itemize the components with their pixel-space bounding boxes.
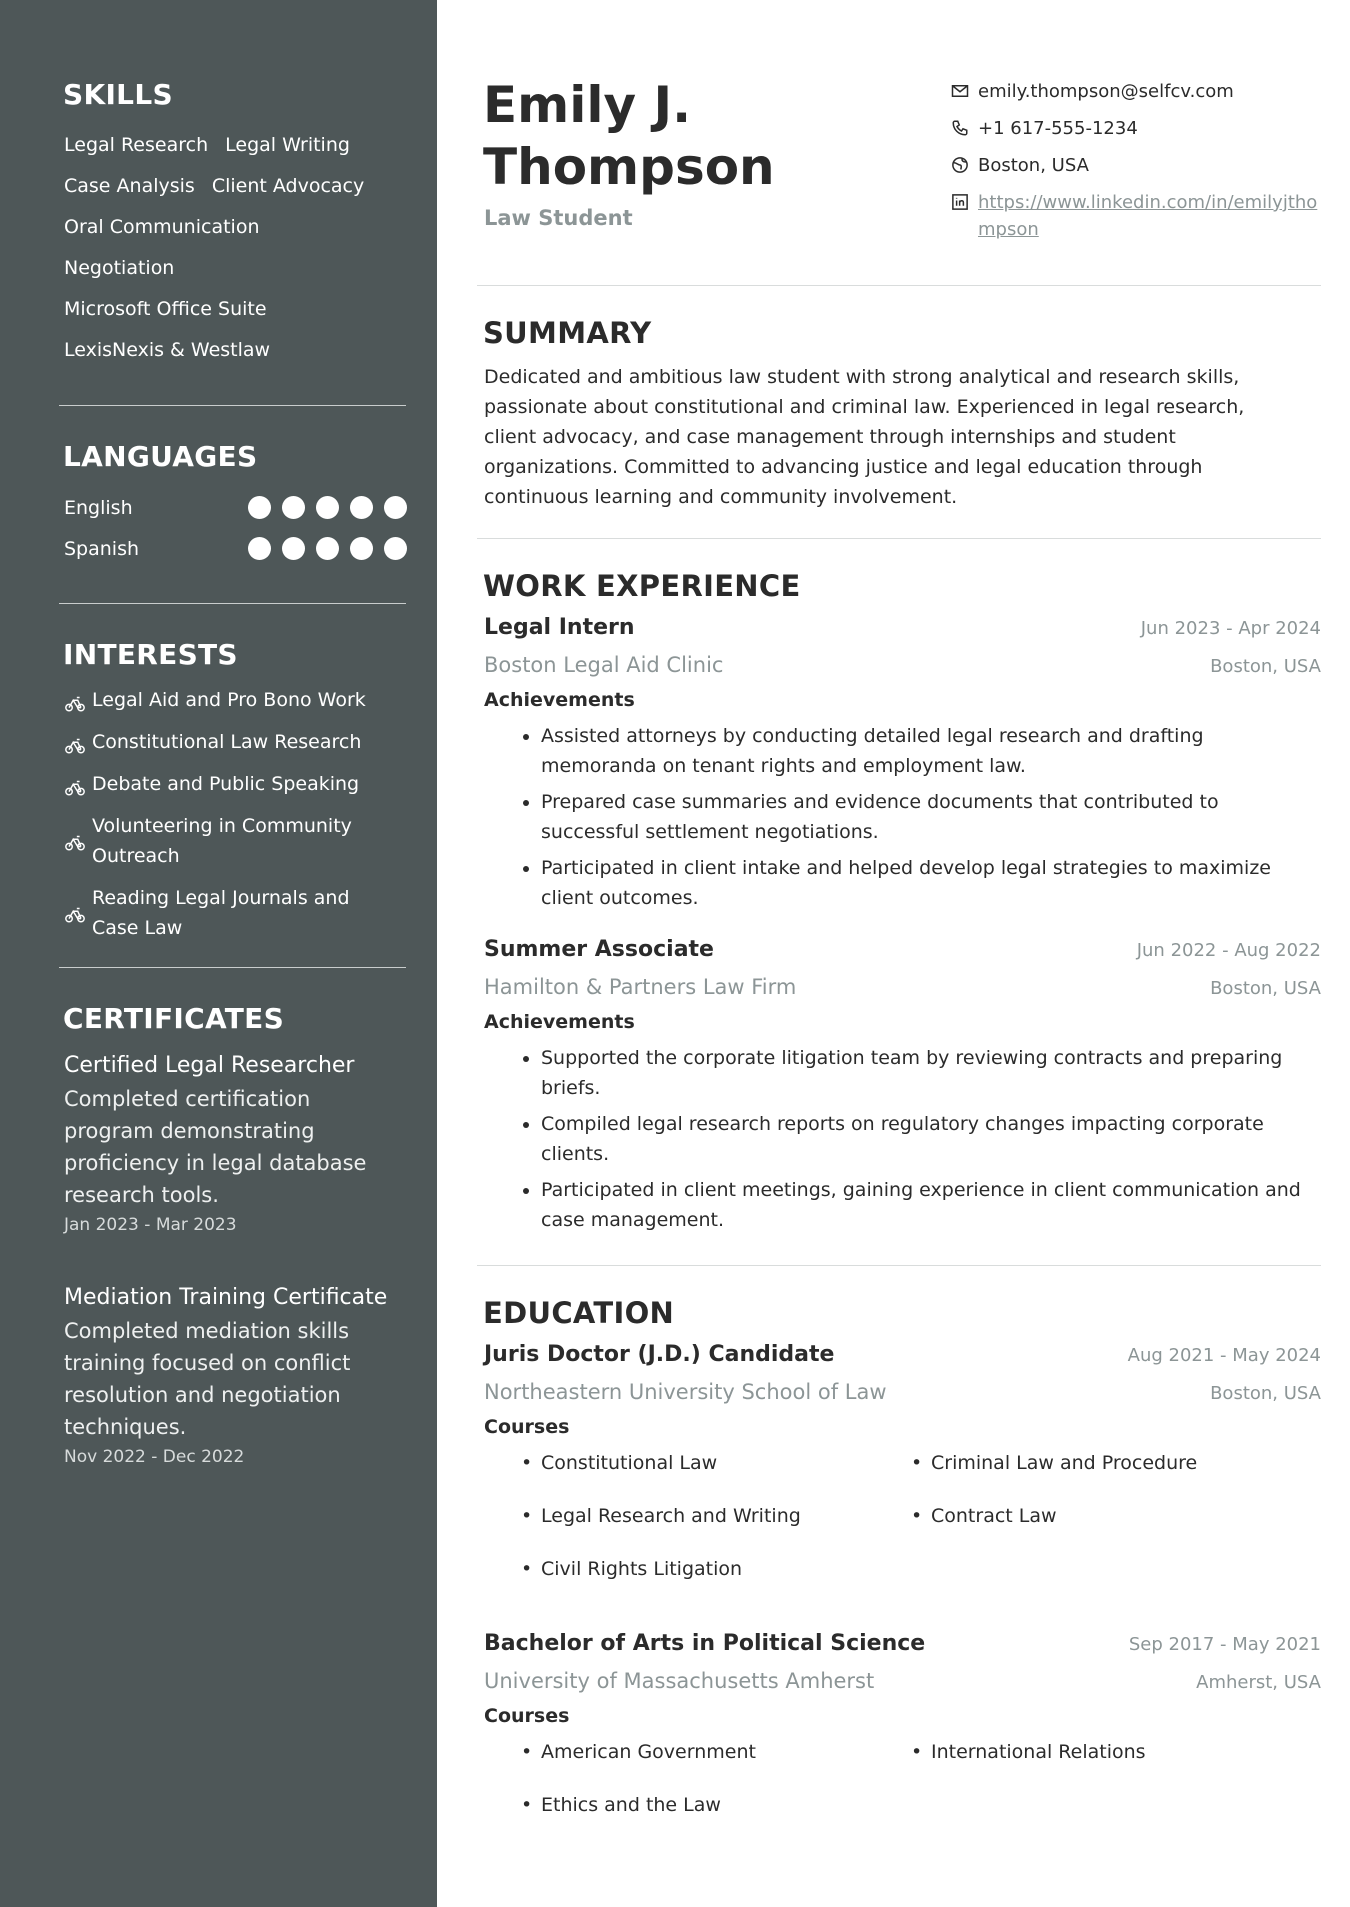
education-title: EDUCATION bbox=[483, 1296, 675, 1330]
language-level-dots bbox=[248, 496, 407, 519]
certificate-item bbox=[64, 1049, 394, 1239]
interest-item bbox=[64, 685, 394, 715]
interest-text: Reading Legal Journals and Case Law bbox=[92, 887, 350, 939]
summary-section bbox=[477, 286, 1321, 539]
bicycle-icon bbox=[64, 734, 86, 756]
language-name: Spanish bbox=[64, 537, 140, 560]
degree-title: Juris Doctor (J.D.) Candidate bbox=[484, 1342, 835, 1367]
level-dot bbox=[316, 537, 339, 560]
achievements-label: Achievements bbox=[484, 689, 635, 711]
job-company: Boston Legal Aid Clinic bbox=[484, 653, 724, 677]
course-item: • International Relations bbox=[931, 1737, 1321, 1790]
skill-item: Oral Communication bbox=[64, 216, 260, 238]
skill-item: Microsoft Office Suite bbox=[64, 298, 267, 320]
bicycle-icon bbox=[64, 903, 86, 925]
degree-date: Sep 2017 - May 2021 bbox=[1128, 1634, 1321, 1655]
sidebar bbox=[0, 0, 437, 1907]
courses-list bbox=[484, 1737, 1321, 1843]
contact-email bbox=[951, 78, 1321, 105]
job-title: Legal Intern bbox=[484, 615, 635, 640]
main-content bbox=[437, 0, 1350, 1907]
sidebar-divider bbox=[59, 967, 406, 968]
candidate-name bbox=[483, 74, 813, 198]
level-dot bbox=[282, 537, 305, 560]
phone-text: +1 617-555-1234 bbox=[978, 118, 1138, 139]
email-text: emily.thompson@selfcv.com bbox=[978, 81, 1234, 102]
resume-header bbox=[477, 74, 1321, 286]
level-dot bbox=[384, 537, 407, 560]
summary-title: SUMMARY bbox=[483, 316, 652, 350]
degree-date: Aug 2021 - May 2024 bbox=[1127, 1345, 1321, 1366]
achievement-item: • Supported the corporate litigation team by reviewing contracts and preparing briefs. bbox=[541, 1043, 1321, 1103]
linkedin-link[interactable]: https://www.linkedin.com/in/emilyjthompson bbox=[978, 192, 1318, 240]
linkedin-icon bbox=[951, 193, 969, 211]
course-item: • Legal Research and Writing bbox=[541, 1501, 931, 1554]
courses-label: Courses bbox=[484, 1416, 570, 1438]
level-dot bbox=[316, 496, 339, 519]
achievements-label: Achievements bbox=[484, 1011, 635, 1033]
course-item: • Ethics and the Law bbox=[541, 1790, 931, 1843]
level-dot bbox=[248, 496, 271, 519]
work-entry bbox=[484, 615, 1321, 913]
certificates-title: CERTIFICATES bbox=[63, 1002, 285, 1035]
name-line-2: Thompson bbox=[483, 138, 775, 196]
language-item bbox=[64, 528, 407, 569]
skill-item: Legal Research bbox=[64, 134, 209, 156]
school-location: Boston, USA bbox=[1210, 1383, 1321, 1404]
level-dot bbox=[282, 496, 305, 519]
achievement-item: • Participated in client intake and helped develop legal strategies to maximize client outcomes. bbox=[541, 853, 1321, 913]
certificate-date: Jan 2023 - Mar 2023 bbox=[64, 1215, 237, 1235]
achievements-list bbox=[484, 721, 1321, 913]
skill-item: Case Analysis bbox=[64, 175, 195, 197]
interest-item bbox=[64, 811, 394, 871]
interest-item bbox=[64, 883, 394, 943]
degree-title: Bachelor of Arts in Political Science bbox=[484, 1631, 926, 1656]
work-experience-section bbox=[477, 539, 1321, 1266]
bicycle-icon bbox=[64, 776, 86, 798]
certificate-name: Certified Legal Researcher bbox=[64, 1053, 355, 1078]
school-location: Amherst, USA bbox=[1196, 1672, 1321, 1693]
education-section bbox=[477, 1266, 1321, 1893]
work-entry bbox=[484, 937, 1321, 1235]
skills-list bbox=[64, 125, 394, 371]
course-item: • American Government bbox=[541, 1737, 931, 1790]
course-item: • Civil Rights Litigation bbox=[541, 1554, 931, 1607]
language-level-dots bbox=[248, 537, 407, 560]
skill-item: LexisNexis & Westlaw bbox=[64, 339, 271, 361]
mail-icon bbox=[951, 82, 969, 100]
achievement-item: • Compiled legal research reports on regulatory changes impacting corporate clients. bbox=[541, 1109, 1321, 1169]
certificate-item bbox=[64, 1281, 394, 1471]
courses-label: Courses bbox=[484, 1705, 570, 1727]
interest-item bbox=[64, 769, 394, 799]
education-entry bbox=[484, 1631, 1321, 1843]
sidebar-divider bbox=[59, 405, 406, 406]
skill-item: Legal Writing bbox=[225, 134, 350, 156]
school-name: University of Massachusetts Amherst bbox=[484, 1669, 875, 1693]
location-text: Boston, USA bbox=[978, 155, 1089, 176]
certificate-name: Mediation Training Certificate bbox=[64, 1285, 388, 1310]
bicycle-icon bbox=[64, 692, 86, 714]
languages-title: LANGUAGES bbox=[63, 440, 258, 473]
candidate-role: Law Student bbox=[484, 206, 633, 230]
contact-linkedin bbox=[951, 189, 1321, 243]
job-date: Jun 2023 - Apr 2024 bbox=[1140, 618, 1321, 639]
interests-title: INTERESTS bbox=[63, 638, 238, 671]
level-dot bbox=[384, 496, 407, 519]
summary-text: Dedicated and ambitious law student with strong analytical and research skills, passionate about constitutional and criminal law. Experienced in legal research, client advocacy, and case management through internships and student organizations. Committed to advancing justice and legal education through continuous learning and community involvement. bbox=[484, 366, 1245, 508]
job-company: Hamilton & Partners Law Firm bbox=[484, 975, 797, 999]
name-line-1: Emily J. bbox=[483, 76, 692, 134]
job-title: Summer Associate bbox=[484, 937, 714, 962]
skills-title: SKILLS bbox=[63, 78, 173, 111]
interest-text: Debate and Public Speaking bbox=[92, 773, 360, 795]
achievements-list bbox=[484, 1043, 1321, 1235]
skill-item: Negotiation bbox=[64, 257, 175, 279]
phone-icon bbox=[951, 119, 969, 137]
work-experience-title: WORK EXPERIENCE bbox=[483, 569, 801, 603]
level-dot bbox=[350, 496, 373, 519]
course-item: • Criminal Law and Procedure bbox=[931, 1448, 1321, 1501]
sidebar-divider bbox=[59, 603, 406, 604]
level-dot bbox=[350, 537, 373, 560]
certificate-description: Completed certification program demonstrating proficiency in legal database research tools. bbox=[64, 1087, 367, 1207]
education-entry bbox=[484, 1342, 1321, 1607]
interest-text: Volunteering in Community Outreach bbox=[92, 815, 352, 867]
name-block bbox=[477, 74, 813, 253]
interest-item bbox=[64, 727, 394, 757]
contact-location bbox=[951, 152, 1321, 179]
certificate-date: Nov 2022 - Dec 2022 bbox=[64, 1447, 245, 1467]
bicycle-icon bbox=[64, 831, 86, 853]
contact-phone bbox=[951, 115, 1321, 142]
job-location: Boston, USA bbox=[1210, 978, 1321, 999]
interest-text: Constitutional Law Research bbox=[92, 731, 362, 753]
certificate-description: Completed mediation skills training focused on conflict resolution and negotiation techniques. bbox=[64, 1319, 351, 1439]
job-date: Jun 2022 - Aug 2022 bbox=[1136, 940, 1321, 961]
globe-icon bbox=[951, 156, 969, 174]
achievement-item: • Prepared case summaries and evidence documents that contributed to successful settlement negotiations. bbox=[541, 787, 1321, 847]
school-name: Northeastern University School of Law bbox=[484, 1380, 887, 1404]
course-item: • Contract Law bbox=[931, 1501, 1321, 1554]
achievement-item: • Assisted attorneys by conducting detailed legal research and drafting memoranda on tenant rights and employment law. bbox=[541, 721, 1321, 781]
skill-item: Client Advocacy bbox=[211, 175, 365, 197]
courses-list bbox=[484, 1448, 1321, 1607]
contact-list bbox=[951, 74, 1321, 253]
achievement-item: • Participated in client meetings, gaining experience in client communication and case management. bbox=[541, 1175, 1321, 1235]
job-location: Boston, USA bbox=[1210, 656, 1321, 677]
course-item: • Constitutional Law bbox=[541, 1448, 931, 1501]
language-item bbox=[64, 487, 407, 528]
level-dot bbox=[248, 537, 271, 560]
interest-text: Legal Aid and Pro Bono Work bbox=[92, 689, 366, 711]
language-name: English bbox=[64, 496, 133, 519]
